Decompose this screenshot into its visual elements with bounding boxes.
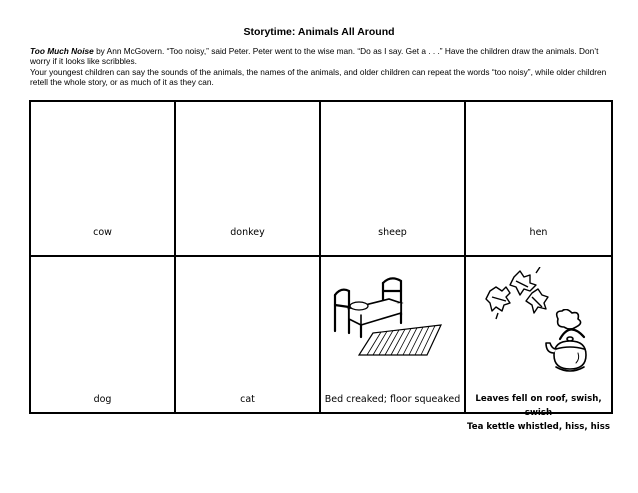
page-title: Storytime: Animals All Around	[243, 26, 395, 38]
bed-frame	[335, 278, 401, 337]
intro-paragraph-2: Your youngest children can say the sounds of the animals, the names of the animals, and older children can repeat the words “too noisy”, while older children retell the whole story, or as much of it as they can.	[30, 66, 607, 88]
bed-icon	[331, 275, 461, 357]
cell-label: hen	[529, 227, 548, 238]
cell-label: cow	[93, 227, 112, 238]
cell-label-line-1: Leaves fell on roof, swish, swish	[475, 394, 602, 418]
cell-label: dog	[93, 394, 112, 405]
cell-label: donkey	[230, 227, 265, 238]
cell-label	[466, 392, 611, 434]
cell-sheep[interactable]	[321, 102, 466, 257]
cell-donkey[interactable]	[176, 102, 321, 257]
intro-line-1: by Ann McGovern. “Too noisy,” said Peter. Peter went to the wise man. “Do as I say. Get a . . .” Have the children draw the animals. Don’t worry if it looks like scribbles.	[30, 46, 599, 67]
cell-dog[interactable]	[31, 257, 176, 412]
cell-cow[interactable]	[31, 102, 176, 257]
intro-text	[30, 46, 616, 88]
cell-label: Bed creaked; floor squeaked	[324, 394, 461, 405]
drawing-grid	[29, 100, 613, 432]
cell-hen[interactable]	[466, 102, 611, 257]
cell-cat[interactable]	[176, 257, 321, 412]
cell-label-line-2: Tea kettle whistled, hiss, hiss	[467, 422, 610, 432]
cell-bed-floor[interactable]	[321, 257, 466, 412]
tea-kettle-icon	[544, 309, 596, 379]
cell-label: sheep	[378, 227, 407, 238]
cell-leaves-kettle[interactable]	[466, 257, 611, 432]
book-title: Too Much Noise	[30, 46, 94, 56]
floor-rug	[359, 325, 441, 355]
intro-paragraph-1	[30, 46, 616, 67]
cell-label: cat	[240, 394, 255, 405]
